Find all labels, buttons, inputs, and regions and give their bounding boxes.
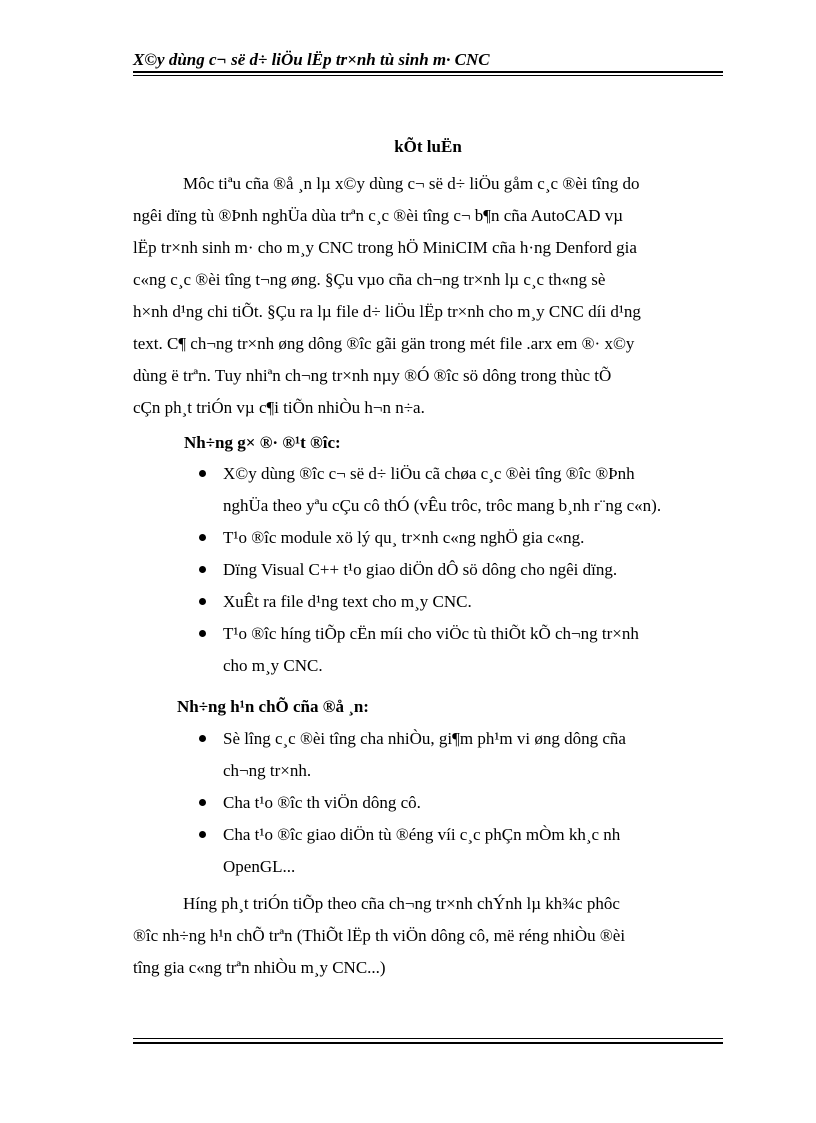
list-item: Cha t¹o ®îc giao diÖn tù ®éng víi c¸c phÇn mÒm kh¸c nh OpenGL... (196, 819, 726, 883)
intro-line: lËp tr×nh sinh m· cho m¸y CNC trong hÖ MiniCIM cña h·ng Denford gia (133, 238, 637, 257)
bullet-icon (199, 598, 206, 605)
bullet-icon (199, 799, 206, 806)
list-item: T¹o ®îc module xö lý qu¸ tr×nh c«ng nghÖ gia c«ng. (196, 522, 726, 554)
conclusion-line: Híng ph¸t triÓn tiÕp theo cña ch¬ng tr×nh chÝnh lµ kh¾c phôc (183, 894, 620, 913)
list-item: X©y dùng ®îc c¬ së d÷ liÖu cã chøa c¸c ®èi tîng ®îc ®Þnh nghÜa theo yªu cÇu cô thÓ (vÊu trôc, trôc mang b¸nh r¨ng c«n). (196, 458, 726, 522)
limitations-heading: Nh÷ng h¹n chÕ cña ®å ¸n: (177, 697, 369, 716)
conclusion-line: ®îc nh÷ng h¹n chÕ trªn (ThiÕt lËp th viÖn dông cô, më réng nhiÒu ®èi (133, 926, 626, 945)
intro-line: ngêi dïng tù ®Þnh nghÜa dùa trªn c¸c ®èi tîng c¬ b¶n cña AutoCAD vµ (133, 206, 624, 225)
bullet-icon (199, 534, 206, 541)
bullet-icon (199, 831, 206, 838)
achievements-list (196, 458, 726, 682)
intro-line: dùng ë trªn. Tuy nhiªn ch¬ng tr×nh nµy ®Ó ®îc sö dông trong thùc tÕ (133, 366, 612, 385)
bullet-icon (199, 630, 206, 637)
achievements-heading: Nh÷ng g× ®· ®¹t ®îc: (184, 433, 341, 452)
list-item: Cha t¹o ®îc th viÖn dông cô. (196, 787, 726, 819)
conclusion-line: tîng gia c«ng trªn nhiÒu m¸y CNC...) (133, 958, 386, 977)
limitations-list (196, 723, 726, 883)
header-rule-thin (133, 75, 723, 76)
bullet-icon (199, 470, 206, 477)
footer-rule-thin (133, 1038, 723, 1039)
list-item: Sè lîng c¸c ®èi tîng cha nhiÒu, gi¶m ph¹m vi øng dông cña ch¬ng tr×nh. (196, 723, 726, 787)
page-header-title: X©y dùng c¬ së d÷ liÖu lËp tr×nh tù sinh m· CNC (133, 50, 490, 69)
list-item: XuÊt ra file d¹ng text cho m¸y CNC. (196, 586, 726, 618)
intro-line: text. C¶ ch¬ng tr×nh øng dông ®îc gãi gän trong mét file .arx em ®· x©y (133, 334, 635, 353)
footer-rule-thick (133, 1042, 723, 1044)
list-item: T¹o ®îc híng tiÕp cËn míi cho viÖc tù thiÕt kÕ ch¬ng tr×nh cho m¸y CNC. (196, 618, 726, 682)
bullet-icon (199, 735, 206, 742)
bullet-icon (199, 566, 206, 573)
intro-paragraph (133, 168, 721, 424)
intro-line: h×nh d¹ng chi tiÕt. §Çu ra lµ file d÷ liÖu lËp tr×nh cho m¸y CNC díi d¹ng (133, 302, 641, 321)
section-title: kÕt luËn (394, 137, 462, 156)
intro-line: Môc tiªu cña ®å ¸n lµ x©y dùng c¬ së d÷ liÖu gåm c¸c ®èi tîng do (183, 174, 640, 193)
intro-line: c«ng c¸c ®èi tîng t¬ng øng. §Çu vµo cña ch¬ng tr×nh lµ c¸c th«ng sè (133, 270, 606, 289)
header-rule-thick (133, 71, 723, 73)
conclusion-paragraph (133, 888, 721, 984)
intro-line: cÇn ph¸t triÓn vµ c¶i tiÕn nhiÒu h¬n n÷a. (133, 398, 425, 417)
list-item: Dïng Visual C++ t¹o giao diÖn dÔ sö dông cho ngêi dïng. (196, 554, 726, 586)
